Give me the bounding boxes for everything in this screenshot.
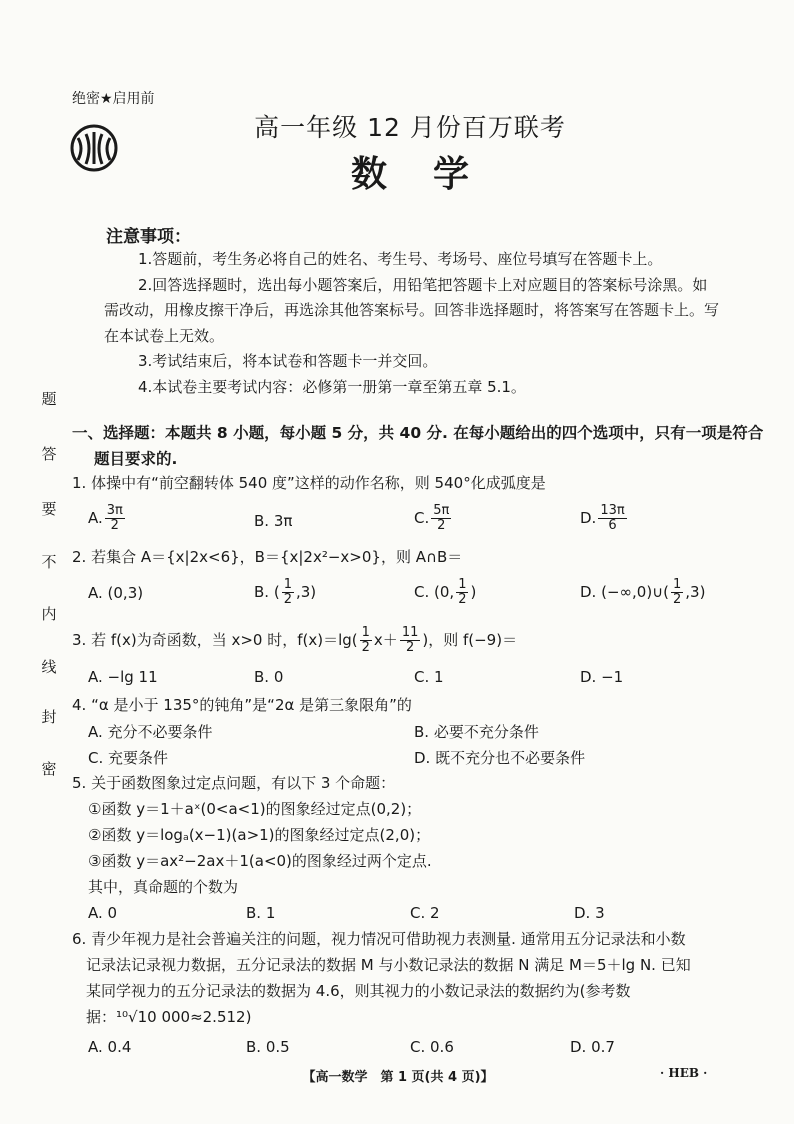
q4-option-b: B. 必要不充分条件 [414,723,539,741]
binding-char: 不 [41,553,57,571]
q6-option-a: A. 0.4 [88,1038,132,1056]
numerator: 3π [106,503,123,518]
fraction [360,626,372,655]
fraction [456,578,468,607]
section-line: 题目要求的. [94,450,178,468]
q2-option-a: A. (0,3) [88,584,144,602]
paper-code: · HEB · [660,1066,708,1080]
notice-item: 1.答题前，考生务必将自己的姓名、考生号、考场号、座位号填写在答题卡上。 [138,250,663,268]
binding-char: 密 [41,760,57,778]
stem-text: 3. 若 f(x)为奇函数，当 x>0 时，f(x)＝lg( [72,631,358,649]
notice-item: 2.回答选择题时，选出每小题答案后，用铅笔把答题卡上对应题目的答案标号涂黑。如需改动，用橡皮擦干净后，再选涂其他答案标号。回答非选择题时，将答案写在答题卡上。写在本试卷上无效。 [104,275,720,345]
q1-option-b: B. 3π [254,512,293,530]
question-4-stem: 4. “α 是小于 135°的钝角”是“2α 是第三象限角”的 [72,696,412,714]
notice-item: 4.本试卷主要考试内容：必修第一册第一章至第五章 5.1。 [138,377,526,396]
q5-option-a: A. 0 [88,904,118,922]
question-2-stem: 2. 若集合 A＝{x|2x<6}，B＝{x|2x²−x>0}，则 A∩B＝ [72,548,463,566]
numerator: 13π [600,503,625,518]
numerator: 5π [433,503,450,518]
q3-option-b: B. 0 [254,668,284,686]
section-line: 一、选择题：本题共 8 小题，每小题 5 分，共 40 分. 在每小题给出的四个选项中，只有一项是符合 [72,424,764,442]
q1-option-a [88,504,127,533]
numerator: 1 [458,577,467,592]
section-heading [72,420,764,472]
question-5-stem: 5. 关于函数图象过定点问题，有以下 3 个命题： [72,774,396,792]
option-label: C. [414,509,430,527]
option-text: B. ( [254,583,280,601]
option-text: ,3) [685,583,706,601]
numerator: 1 [361,625,370,640]
binding-char: 封 [41,708,57,726]
binding-char: 要 [41,500,57,518]
q1-option-d [580,504,629,533]
secret-label: 绝密★启用前 [72,91,155,107]
denominator: 2 [437,518,446,533]
denominator: 2 [405,640,415,655]
denominator: 2 [110,518,119,533]
q2-option-d [580,578,705,607]
stem-line: 某同学视力的五分记录法的数据为 4.6，则其视力的小数记录法的数据约为(参考数 [86,982,631,1000]
binding-line-notice [38,388,60,788]
binding-char: 题 [41,390,57,408]
denominator: 6 [608,518,617,533]
q5-option-b: B. 1 [246,904,276,922]
stem-line: 记录法记录视力数据，五分记录法的数据 M 与小数记录法的数据 N 满足 M＝5＋lg N. 已知 [86,956,691,974]
q5-statement-1: ①函数 y＝1＋aˣ(0<a<1)的图象经过定点(0,2)； [88,800,422,818]
denominator: 2 [673,592,682,607]
notice-heading: 注意事项： [106,227,191,247]
denominator: 2 [458,592,467,607]
option-text: C. (0, [414,583,455,601]
q5-ask: 其中，真命题的个数为 [88,878,239,896]
q4-option-d: D. 既不充分也不必要条件 [414,749,586,767]
q6-option-c: C. 0.6 [410,1038,454,1056]
q6-option-d: D. 0.7 [570,1038,615,1056]
q2-option-b [254,578,316,607]
notice-list [104,247,722,400]
q5-statement-3: ③函数 y＝ax²−2ax＋1(a<0)的图象经过两个定点. [88,852,432,870]
fraction [105,504,125,533]
option-label: A. [88,509,103,527]
q3-option-c: C. 1 [414,668,444,686]
denominator: 2 [283,592,292,607]
q3-option-d: D. −1 [580,668,624,686]
fraction [671,578,683,607]
question-1-stem: 1. 体操中有“前空翻转体 540 度”这样的动作名称，则 540°化成弧度是 [72,474,546,492]
fraction [431,504,451,533]
option-text: ,3) [295,583,317,601]
notice-item: 3.考试结束后，将本试卷和答题卡一并交回。 [138,352,438,370]
exam-subject: 数学 [350,154,515,195]
stem-text: x＋ [373,631,398,649]
question-3-stem [72,626,517,655]
q5-statement-2: ②函数 y＝logₐ(x−1)(a>1)的图象经过定点(2,0)； [88,826,431,844]
question-6-stem [72,926,742,1030]
option-text: ) [470,583,477,601]
option-label: D. [580,509,597,527]
exam-logo-icon [68,122,120,174]
q6-option-b: B. 0.5 [246,1038,290,1056]
numerator: 1 [673,577,682,592]
stem-text: )，则 f(−9)＝ [422,631,518,649]
q4-option-c: C. 充要条件 [88,749,169,767]
stem-line: 6. 青少年视力是社会普遍关注的问题，视力情况可借助视力表测量. 通常用五分记录法和小数 [72,930,686,948]
stem-line: 据：¹⁰√10 000≈2.512) [86,1008,252,1026]
q5-option-d: D. 3 [574,904,605,922]
binding-char: 线 [41,658,57,676]
q3-option-a: A. −lg 11 [88,668,158,686]
q4-option-a: A. 充分不必要条件 [88,723,213,741]
option-text: D. (−∞,0)∪( [580,583,669,601]
denominator: 2 [361,640,370,655]
q1-option-c [414,504,453,533]
numerator: 11 [401,625,419,640]
q5-option-c: C. 2 [410,904,440,922]
q2-option-c [414,578,476,607]
page-footer: 【高一数学 第 1 页(共 4 页)】 [302,1070,494,1085]
binding-char: 内 [41,605,57,623]
binding-char: 答 [41,445,57,463]
numerator: 1 [283,577,292,592]
fraction [282,578,294,607]
fraction [598,504,626,533]
fraction [400,626,421,655]
exam-title: 高一年级 12 月份百万联考 [254,113,566,142]
